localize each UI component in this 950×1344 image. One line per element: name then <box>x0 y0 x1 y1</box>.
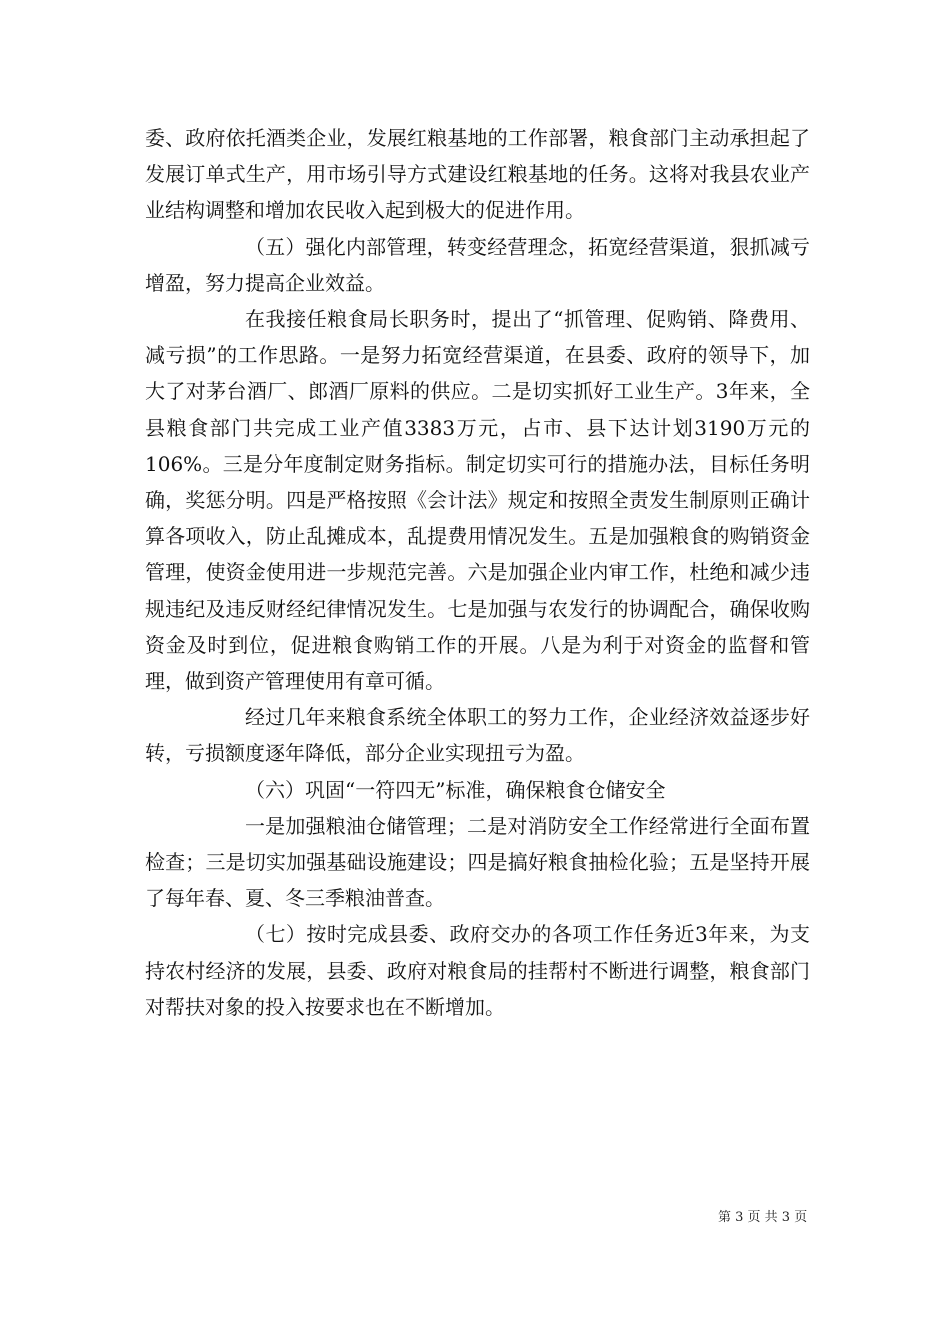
page-number: 第 3 页 共 3 页 <box>718 1210 808 1225</box>
section-heading-7: （七）按时完成县委、政府交办的各项工作任务近3年来，为支持农村经济的发展，县委、政府对粮食局的挂帮村不断进行调整，粮食部门对帮扶对象的投入按要求也在不断增加。 <box>145 922 810 1019</box>
section-heading-5: （五）强化内部管理，转变经营理念，拓宽经营渠道，狠抓减亏增盈，努力提高企业效益。 <box>145 234 810 295</box>
body-text <box>145 120 810 1025</box>
paragraph-storage: 一是加强粮油仓储管理；二是对消防安全工作经常进行全面布置检查；三是切实加强基础设施建设；四是搞好粮食抽检化验；五是坚持开展了每年春、夏、冬三季粮油普查。 <box>145 813 810 911</box>
paragraph-continuation: 委、政府依托酒类企业，发展红粮基地的工作部署，粮食部门主动承担起了发展订单式生产，用市场引导方式建设红粮基地的任务。这将对我县农业产业结构调整和增加农民收入起到极大的促进作用。 <box>145 126 810 223</box>
paragraph-management: 在我接任粮食局长职务时，提出了“抓管理、促购销、降费用、减亏损”的工作思路。一是努力拓宽经营渠道，在县委、政府的领导下，加大了对茅台酒厂、郎酒厂原料的供应。二是切实抓好工业生产。3年来，全县粮食部门共完成工业产值3383万元，占市、县下达计划3190万元的106%。三是分年度制定财务指标。制定切实可行的措施办法，目标任务明确，奖惩分明。四是严格按照《会计法》规定和按照全责发生制原则正确计算各项收入，防止乱摊成本，乱提费用情况发生。五是加强粮食的购销资金管理，使资金使用进一步规范完善。六是加强企业内审工作，杜绝和减少违规违纪及违反财经纪律情况发生。七是加强与农发行的协调配合，确保收购资金及时到位，促进粮食购销工作的开展。八是为利于对资金的监督和管理，做到资产管理使用有章可循。 <box>145 307 810 694</box>
paragraph-results: 经过几年来粮食系统全体职工的努力工作，企业经济效益逐步好转，亏损额度逐年降低，部分企业实现扭亏为盈。 <box>145 705 810 766</box>
section-heading-6: （六）巩固“一符四无”标准，确保粮食仓储安全 <box>245 777 666 802</box>
